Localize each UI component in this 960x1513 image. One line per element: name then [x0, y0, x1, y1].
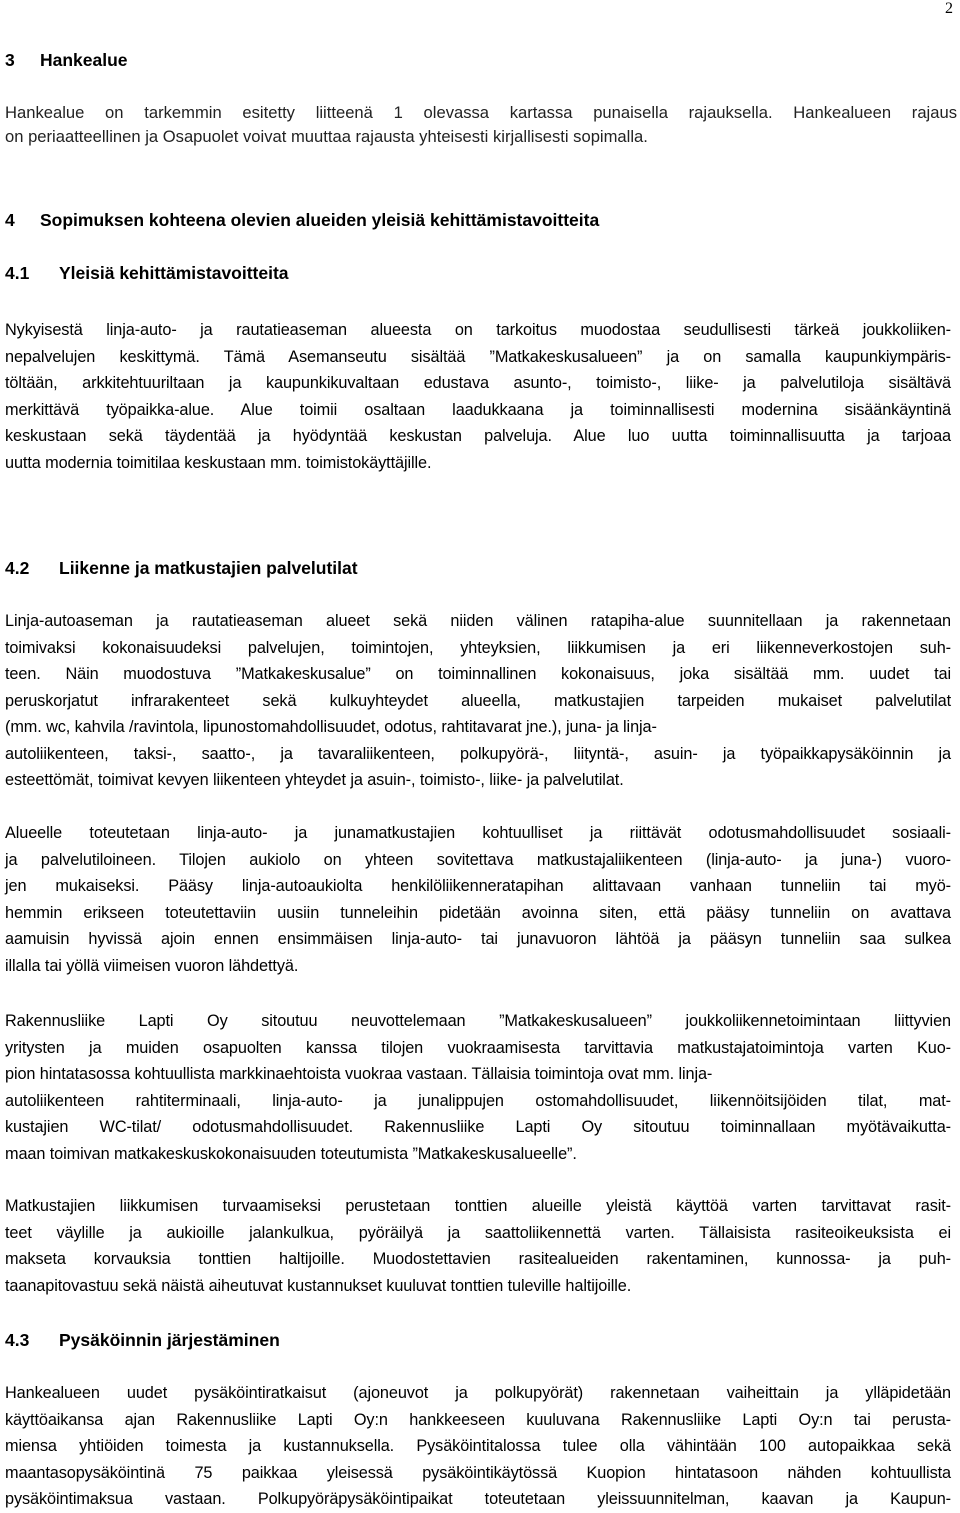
section-4-1-paragraph	[5, 317, 951, 476]
text-line: (mm. wc, kahvila /ravintola, lipunostomahdollisuudet, odotus, rahtitavarat jne.), juna- ja linja-	[5, 718, 657, 736]
text-line: makseta korvauksia tonttien haltijoille. Muodostettavien rasitealueiden rakentaminen, kunnossa- ja puh-	[5, 1250, 951, 1268]
section-3-number: 3	[5, 50, 15, 70]
section-4-number: 4	[5, 210, 15, 230]
section-4-3-number: 4.3	[5, 1330, 30, 1350]
text-line: Matkustajien liikkumisen turvaamiseksi perustetaan tonttien alueille yleistä käyttöä varten tarvittavat rasit-	[5, 1197, 951, 1215]
text-line: autoliikenteen, taksi-, saatto-, ja tavaraliikenteen, polkupyörä-, liityntä-, asuin- ja työpaikkapysäköinnin ja	[5, 744, 951, 763]
text-line: pion hintatasossa kohtuullista markkinaehtoista vuokraa vastaan. Tällaisia toimintoja ovat mm. linja-	[5, 1065, 713, 1083]
section-4-2-paragraph-1	[5, 608, 951, 794]
section-4-2-paragraph-2	[5, 820, 951, 979]
text-line: autoliikenteen rahtiterminaali, linja-auto- ja junalippujen ostomahdollisuudet, liikennöitsijöiden tilat, mat-	[5, 1091, 951, 1110]
text-line: taanapitovastuu sekä näistä aiheutuvat kustannukset kuuluvat tonttien tuleville haltijoille.	[5, 1276, 632, 1295]
section-4-2-heading	[5, 556, 358, 580]
text-line: miensa yhtiöiden toimesta ja kustannuksella. Pysäköintitalossa tulee olla vähintään 100 autopaikkaa sekä	[5, 1437, 951, 1455]
section-4-2-title: Liikenne ja matkustajien palvelutilat	[59, 558, 358, 578]
section-4-1-heading	[5, 261, 289, 285]
text-line: Hankealue on tarkemmin esitetty liitteenä 1 olevassa kartassa punaisella rajauksella. Hankealueen rajaus	[5, 103, 957, 122]
text-line: nepalvelujen keskittymä. Tämä Asemanseutu sisältää ”Matkakeskusalueen” ja on samalla kaupunkiympäris-	[5, 347, 951, 366]
section-3-title: Hankealue	[40, 50, 128, 70]
section-4-heading	[5, 208, 599, 232]
text-line: teen. Näin muodostuva ”Matkakeskusalue” on toiminnallinen kokonaisuus, joka sisältää mm. uudet tai	[5, 665, 951, 683]
section-4-2-paragraph-3	[5, 1008, 951, 1167]
text-line: maan toimivan matkakeskuskokonaisuuden toteutumista ”Matkakeskusalueelle”.	[5, 1144, 577, 1163]
section-3-heading	[5, 48, 128, 72]
section-4-1-number: 4.1	[5, 263, 30, 283]
text-line: uutta modernia toimitilaa keskustaan mm. toimistokäyttäjille.	[5, 453, 432, 472]
text-line: merkittävä työpaikka-alue. Alue toimii osaltaan laadukkaana ja toiminnallisesti modernina sisäänkäyntinä	[5, 400, 951, 419]
text-line: teet väylille ja aukioille jalankulkua, pyöräilyä ja saattoliikennettä varten. Tällaisista rasiteoikeuksista ei	[5, 1223, 951, 1242]
section-3-paragraph	[5, 101, 957, 149]
text-line: Alueelle toteutetaan linja-auto- ja junamatkustajien kohtuulliset ja riittävät odotusmahdollisuudet sosiaali-	[5, 824, 951, 842]
text-line: Linja-autoaseman ja rautatieaseman alueet sekä niiden välinen ratapiha-alue suunnitellaan ja rakennetaan	[5, 612, 951, 630]
section-4-2-paragraph-4	[5, 1193, 951, 1299]
text-line: illalla tai yöllä viimeisen vuoron lähdettyä.	[5, 956, 299, 975]
section-4-1-title: Yleisiä kehittämistavoitteita	[59, 263, 289, 283]
section-4-2-number: 4.2	[5, 558, 30, 578]
text-line: Hankealueen uudet pysäköintiratkaisut (ajoneuvot ja polkupyörät) rakennetaan vaiheittain ja ylläpidetään	[5, 1384, 951, 1402]
section-4-3-paragraph	[5, 1380, 951, 1513]
text-line: ja palvelutiloineen. Tilojen aukiolo on yhteen sovitettava matkustajaliikenteen (linja-auto- ja juna-) vuoro-	[5, 850, 951, 869]
section-4-title: Sopimuksen kohteena olevien alueiden yleisiä kehittämistavoitteita	[40, 210, 600, 230]
text-line: toimivaksi kokonaisuudeksi palvelujen, toimintojen, yhteyksien, liikkumisen ja eri liikenneverkostojen suh-	[5, 638, 951, 657]
text-line: hemmin erikseen toteutettaviin uusiin tunneleihin pidetään avoinna siten, että pääsy tunneliin on avattava	[5, 903, 951, 922]
text-line: on periaatteellinen ja Osapuolet voivat muuttaa rajausta yhteisesti kirjallisesti sopimalla.	[5, 127, 648, 146]
section-4-3-heading	[5, 1328, 280, 1352]
text-line: maantasopysäköintinä 75 paikkaa yleisessä pysäköintikäytössä Kuopion hintatasoon nähden kohtuullista	[5, 1463, 951, 1482]
text-line: esteettömät, toimivat kevyen liikenteen yhteydet ja asuin-, toimisto-, liike- ja palvelutilat.	[5, 771, 624, 789]
page-number: 2	[945, 0, 953, 17]
text-line: töltään, arkkitehtuuriltaan ja kaupunkikuvaltaan edustava asunto-, toimisto-, liike- ja palvelutiloja sisältävä	[5, 374, 951, 392]
text-line: kustajien WC-tilat/ odotusmahdollisuudet. Rakennusliike Lapti Oy sitoutuu toiminnallaan myötävaikutta-	[5, 1118, 951, 1136]
text-line: käyttöaikansa ajan Rakennusliike Lapti Oy:n hankkeeseen kuuluvana Rakennusliike Lapti Oy:n tai perusta-	[5, 1410, 951, 1429]
text-line: jen mukaiseksi. Pääsy linja-autoaukiolta henkilöliikenneratapihan alittavaan vanhaan tunneliin tai myö-	[5, 877, 951, 895]
text-line: Nykyisestä linja-auto- ja rautatieaseman alueesta on tarkoitus muodostaa seudullisesti tärkeä joukkoliiken-	[5, 321, 951, 339]
text-line: Rakennusliike Lapti Oy sitoutuu neuvottelemaan ”Matkakeskusalueen” joukkoliikennetoimintaan liittyvien	[5, 1012, 951, 1030]
text-line: keskustaan sekä täydentää ja hyödyntää keskustan palveluja. Alue luo uutta toiminnallisuutta ja tarjoaa	[5, 427, 951, 445]
section-4-3-title: Pysäköinnin järjestäminen	[59, 1330, 280, 1350]
text-line: peruskorjatut infrarakenteet sekä kulkuyhteydet alueella, matkustajien tarpeiden mukaiset palvelutilat	[5, 691, 951, 710]
text-line: pysäköintimaksua vastaan. Polkupyöräpysäköintipaikat toteutetaan yleissuunnitelman, kaavan ja Kaupun-	[5, 1490, 951, 1508]
text-line: aamuisin hyvissä ajoin ennen ensimmäisen linja-auto- tai junavuoron lähtöä ja pääsyn tunneliin saa sulkea	[5, 930, 951, 948]
text-line: yritysten ja muiden osapuolten kanssa tilojen vuokraamisesta tarvittavia matkustajatoimintoja varten Kuo-	[5, 1038, 951, 1057]
